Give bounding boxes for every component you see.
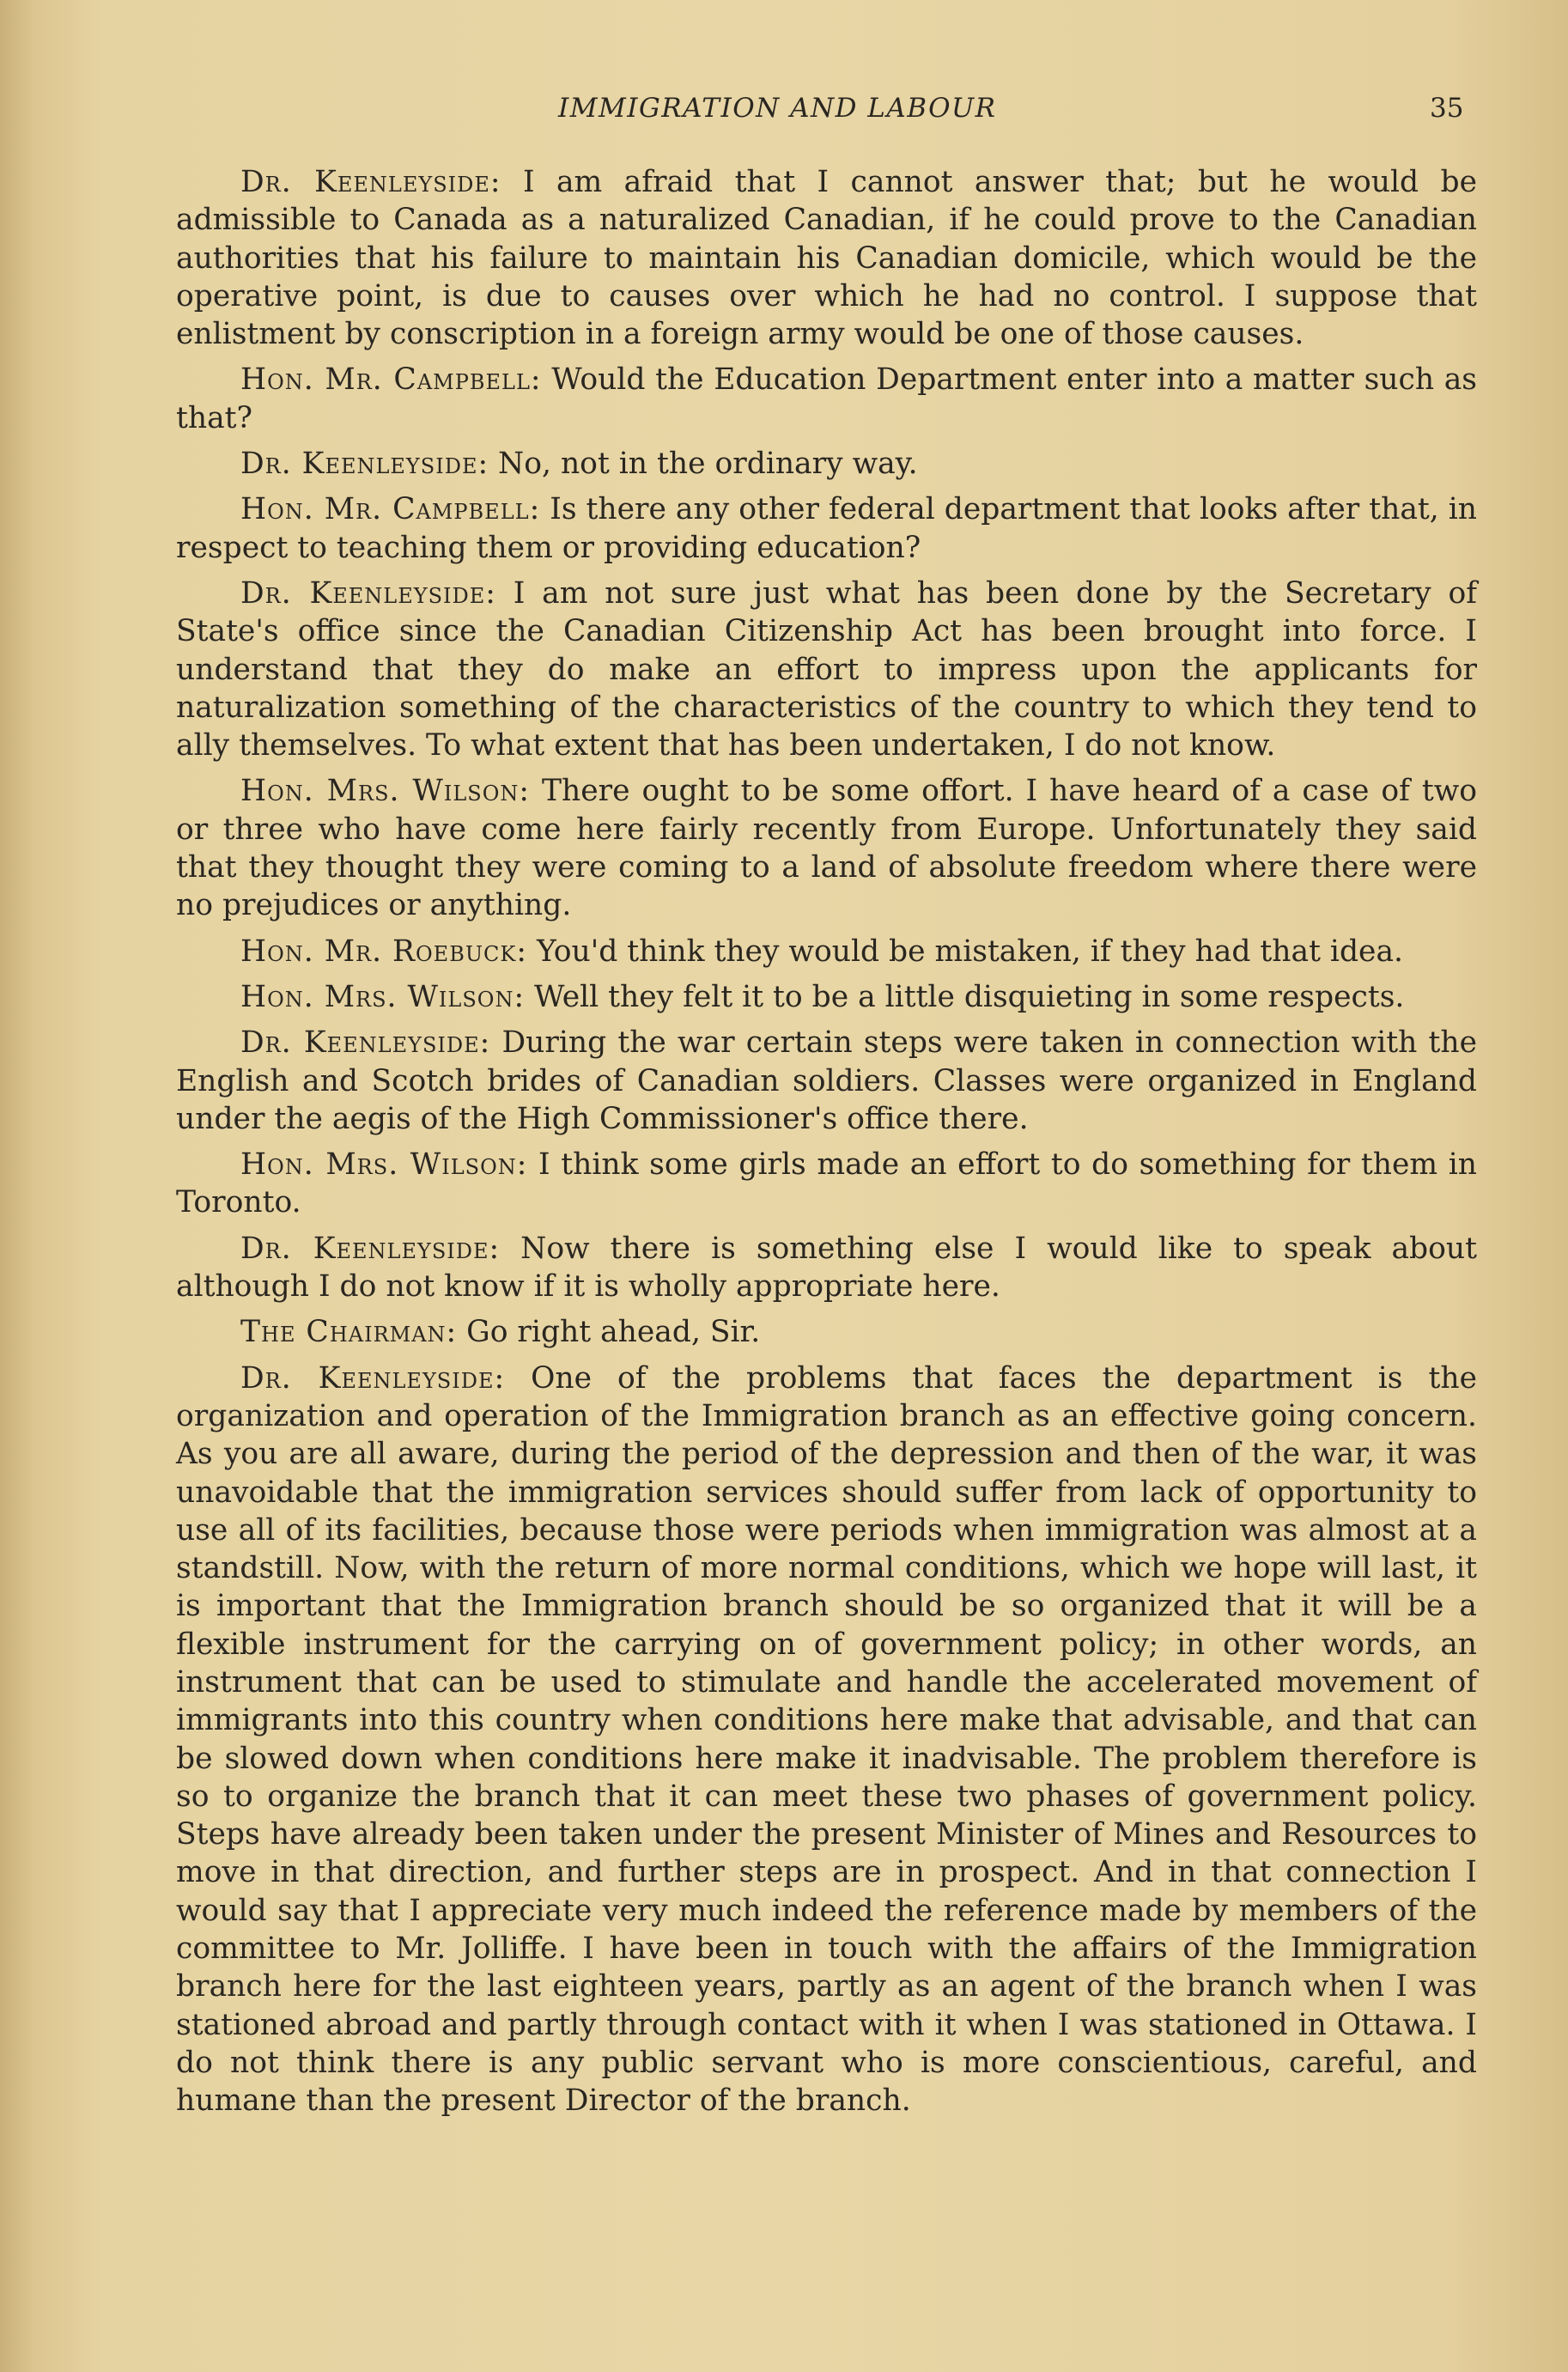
speech-text: I am not sure just what has been done by the Secretary of State's office since the Canadian Citizenship Act has been brought into force. I understand that they do make an effort to impress upon the applicants for naturalization something of the characteristics of the country to which they tend to ally themselves. To what extent that has been undertaken, I do not know. bbox=[176, 575, 1477, 763]
speech-text: Now there is something else I would like to speak about although I do not know if it is wholly appropriate here. bbox=[176, 1231, 1477, 1305]
speech-text: There ought to be some offort. I have heard of a case of two or three who have come here fairly recently from Europe. Unfortunately they said that they thought they were coming to a land of absolute freedom where there were no prejudices or anything. bbox=[176, 774, 1478, 923]
speech-text: Go right ahead, Sir. bbox=[457, 1315, 761, 1350]
speech-text: During the war certain steps were taken in connection with the English and Scotch brides of Canadian soldiers. Classes were organized in England under the aegis of the High Commissioner's office there. bbox=[176, 1025, 1477, 1136]
speaker: The Chairman: bbox=[240, 1315, 458, 1350]
page-header bbox=[0, 93, 1568, 136]
speech-text: No, not in the ordinary way. bbox=[489, 447, 918, 482]
speaker: Hon. Mr. Campbell: bbox=[240, 492, 541, 527]
speech-text: You'd think they would be mistaken, if they had that idea. bbox=[526, 934, 1403, 969]
page-number: 35 bbox=[1430, 93, 1464, 124]
speech-text: I think some girls made an effort to do something for them in Toronto. bbox=[176, 1147, 1477, 1220]
speaker: Hon. Mr. Roebuck: bbox=[240, 934, 527, 969]
speaker: Dr. Keenleyside: bbox=[240, 447, 489, 482]
paragraph bbox=[176, 445, 1477, 483]
paragraph bbox=[176, 1146, 1477, 1222]
paragraph bbox=[176, 490, 1477, 567]
paragraph bbox=[176, 933, 1477, 970]
paragraph bbox=[176, 1313, 1477, 1351]
paragraph bbox=[176, 361, 1477, 437]
speech-text: Well they felt it to be a little disquieting in some respects. bbox=[525, 979, 1405, 1014]
paragraph bbox=[176, 772, 1477, 924]
speech-text: One of the problems that faces the department is the organization and operation of the Immigration branch as an effective going concern. As you are all aware, during the period of the depression and then of the war, it was unavoidable that the immigration services should suffer from lack of opportunity to use all of its facilities, because those were periods when immigration was almost at a standstill. Now, with the return of more normal conditions, which we hope will last, it is important that the Immigration branch should be so organized that it will be a flexible instrument for the carrying on of government policy; in other words, an instrument that can be used to stimulate and handle the accelerated movement of immigrants into this country when conditions here make that advisable, and that can be slowed down when conditions here make it inadvisable. The problem therefore is so to organize the branch that it can meet these two phases of government policy. Steps have already been taken under the present Minister of Mines and Resources to move in that direction, and further steps are in prospect. And in that connection I would say that I appreciate very much indeed the reference made by members of the committee to Mr. Jolliffe. I have been in touch with the affairs of the Immigration branch here for the last eighteen years, partly as an agent of the branch when I was stationed abroad and partly through contact with it when I was stationed in Ottawa. I do not think there is any public servant who is more conscientious, careful, and humane than the present Director of the branch. bbox=[176, 1360, 1477, 2119]
speaker: Hon. Mrs. Wilson: bbox=[240, 1147, 528, 1183]
paragraph bbox=[176, 978, 1477, 1016]
speech-text: Would the Education Department enter into a matter such as that? bbox=[176, 362, 1477, 435]
speech-text: I am afraid that I cannot answer that; but he would be admissible to Canada as a naturalized Canadian, if he could prove to the Canadian authorities that his failure to maintain his Canadian domicile, which would be the operative point, is due to causes over which he had no control. I suppose that enlistment by conscription in a foreign army would be one of those causes. bbox=[176, 165, 1477, 352]
speaker: Dr. Keenleyside: bbox=[240, 165, 501, 199]
speech-text: Is there any other federal department that looks after that, in respect to teaching them or providing education? bbox=[176, 492, 1477, 565]
paragraph bbox=[176, 163, 1477, 353]
speaker: Hon. Mrs. Wilson: bbox=[240, 774, 531, 809]
paragraph bbox=[176, 1024, 1477, 1138]
transcript-body bbox=[176, 163, 1477, 2128]
paragraph bbox=[176, 1359, 1477, 2120]
speaker: Dr. Keenleyside: bbox=[240, 575, 496, 611]
running-head: IMMIGRATION AND LABOUR bbox=[558, 93, 997, 124]
paragraph bbox=[176, 1230, 1477, 1306]
speaker: Dr. Keenleyside: bbox=[240, 1360, 506, 1396]
paragraph bbox=[176, 575, 1477, 764]
speaker: Dr. Keenleyside: bbox=[240, 1025, 491, 1061]
speaker: Hon. Mrs. Wilson: bbox=[240, 979, 526, 1014]
speaker: Hon. Mr. Campbell: bbox=[240, 362, 542, 398]
speaker: Dr. Keenleyside: bbox=[240, 1231, 501, 1266]
